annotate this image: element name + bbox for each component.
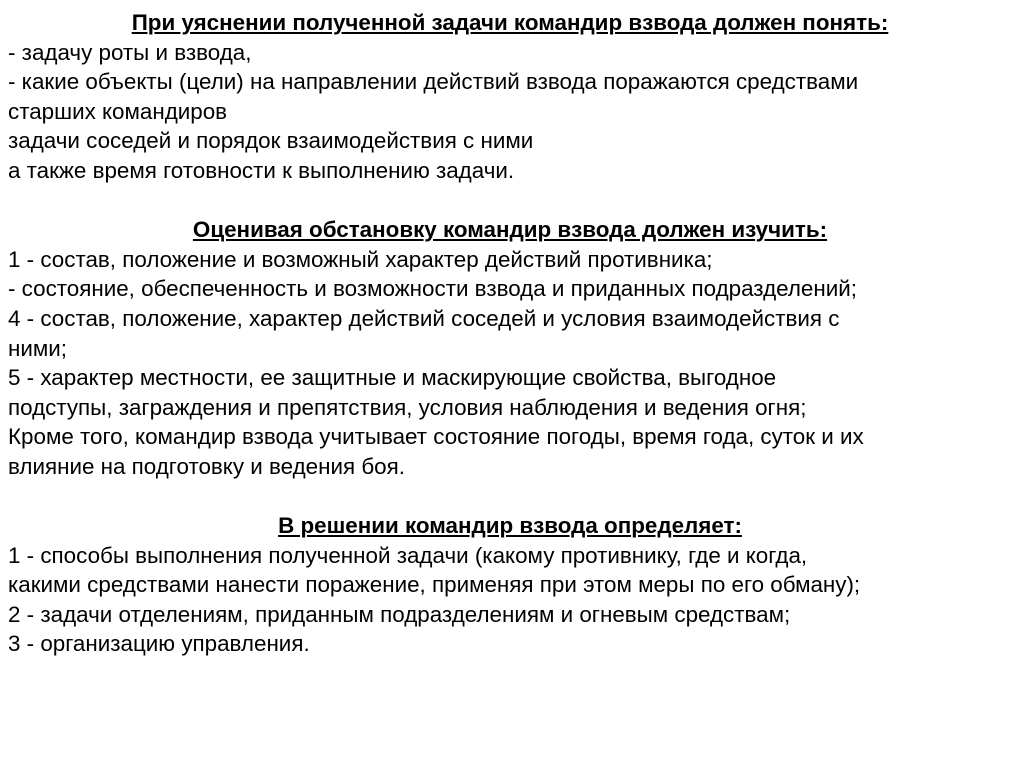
text-line: 1 - способы выполнения полученной задачи (какому противнику, где и когда, <box>8 542 808 568</box>
text-line: а также время готовности к выполнению задачи. <box>8 157 515 183</box>
text-line: 5 - характер местности, ее защитные и маскирующие свойства, выгодное <box>8 365 777 391</box>
text-line: старших командиров <box>8 98 228 124</box>
text-line: какими средствами нанести поражение, применяя при этом меры по его обману); <box>8 572 861 598</box>
section-decision <box>8 511 1012 659</box>
section-understanding <box>8 8 1012 186</box>
text-line: влияние на подготовку и ведения боя. <box>8 453 405 479</box>
text-line: 3 - организацию управления. <box>8 631 310 657</box>
text-line: - какие объекты (цели) на направлении действий взвода поражаются средствами <box>8 69 859 95</box>
text-line: задачи соседей и порядок взаимодействия с ними <box>8 128 534 154</box>
section-heading-assessment: Оценивая обстановку командир взвода должен изучить: <box>192 217 828 243</box>
text-line: 1 - состав, положение и возможный характер действий противника; <box>8 246 713 272</box>
text-line: 2 - задачи отделениям, приданным подразделениям и огневым средствам; <box>8 601 791 627</box>
section-assessment <box>8 215 1012 481</box>
document-page <box>8 8 1012 659</box>
text-line: - задачу роты и взвода, <box>8 39 252 65</box>
section-heading-understanding: При уяснении полученной задачи командир взвода должен понять: <box>131 10 889 35</box>
text-line: - состояние, обеспеченность и возможности взвода и приданных подразделений; <box>8 276 857 302</box>
text-line: подступы, заграждения и препятствия, условия наблюдения и ведения огня; <box>8 394 807 420</box>
text-line: 4 - состав, положение, характер действий соседей и условия взаимодействия с <box>8 305 840 331</box>
text-line: Кроме того, командир взвода учитывает состояние погоды, время года, суток и их <box>8 424 864 450</box>
section-spacer <box>8 186 1012 216</box>
section-heading-decision: В решении командир взвода определяет: <box>278 513 742 539</box>
section-spacer <box>8 482 1012 512</box>
text-line: ними; <box>8 335 67 361</box>
